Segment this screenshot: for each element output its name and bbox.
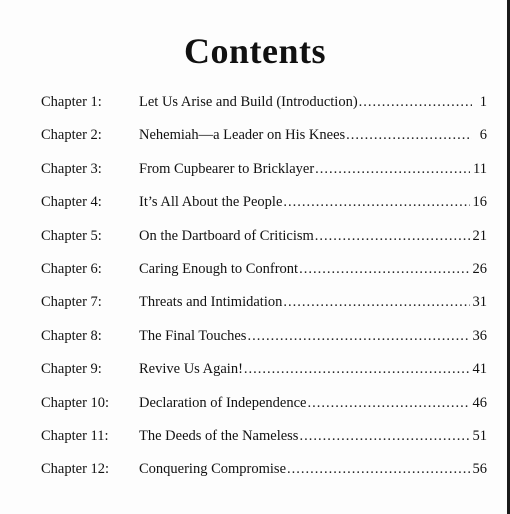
- toc-entry: [139, 254, 487, 284]
- chapter-title: Let Us Arise and Build (Introduction): [139, 94, 358, 110]
- dot-leader: [299, 421, 469, 451]
- chapter-label: Chapter 3:: [41, 160, 102, 177]
- chapter-title: Caring Enough to Confront: [139, 261, 299, 277]
- page-number: 36: [472, 327, 487, 344]
- page-number: 51: [472, 428, 487, 444]
- dot-leader: [299, 254, 469, 284]
- dot-leader: [283, 187, 469, 217]
- chapter-title: Declaration of Independence: [139, 394, 307, 411]
- page-number: 6: [479, 127, 487, 144]
- toc-row: [0, 454, 510, 484]
- toc-entry: [139, 154, 487, 184]
- chapter-label: Chapter 9:: [41, 361, 102, 378]
- dot-leader: [283, 287, 469, 317]
- chapter-label: Chapter 5:: [41, 227, 102, 244]
- toc-row: [0, 154, 510, 184]
- chapter-title: It’s All About the People: [139, 194, 283, 211]
- toc-row: [0, 321, 510, 351]
- page-number: 16: [472, 194, 487, 211]
- chapter-label: Chapter 11:: [41, 428, 109, 444]
- toc-entry: [139, 287, 487, 317]
- chapter-title: Threats and Intimidation: [139, 294, 283, 311]
- page-number: 41: [472, 361, 487, 378]
- chapter-title: On the Dartboard of Criticism: [139, 227, 314, 244]
- chapter-label: Chapter 6:: [41, 261, 102, 277]
- chapter-title: From Cupbearer to Bricklayer: [139, 160, 315, 177]
- dot-leader: [244, 354, 470, 384]
- chapter-label: Chapter 2:: [41, 127, 102, 144]
- toc-row: [0, 187, 510, 217]
- toc-entry: [139, 388, 487, 418]
- toc-row: [0, 354, 510, 384]
- chapter-label: Chapter 12:: [41, 461, 110, 478]
- dot-leader: [247, 321, 469, 351]
- page-number: 56: [472, 461, 487, 478]
- chapter-label: Chapter 1:: [41, 94, 102, 110]
- toc-entry: [139, 321, 487, 351]
- toc-entry: [139, 421, 487, 451]
- page-title: Contents: [183, 31, 326, 71]
- page-number: 46: [472, 394, 487, 411]
- page-number: 11: [473, 160, 487, 177]
- toc-row: [0, 388, 510, 418]
- dot-leader: [315, 154, 470, 184]
- dot-leader: [315, 221, 470, 251]
- chapter-title: The Final Touches: [139, 327, 247, 344]
- page-number: 26: [472, 261, 487, 277]
- chapter-title: Nehemiah—a Leader on His Knees: [139, 127, 346, 144]
- chapter-label: Chapter 10:: [41, 394, 110, 411]
- dot-leader: [307, 388, 469, 418]
- toc-row: [0, 221, 510, 251]
- dot-leader: [346, 120, 472, 150]
- dot-leader: [287, 454, 469, 484]
- toc-entry: [139, 120, 487, 150]
- toc-entry: [139, 221, 487, 251]
- toc-row: [0, 421, 510, 451]
- toc-entry: [139, 454, 487, 484]
- toc-row: [0, 87, 510, 117]
- toc-entry: [139, 187, 487, 217]
- page-number: 31: [472, 294, 487, 311]
- chapter-label: Chapter 4:: [41, 194, 102, 211]
- page-number: 21: [472, 227, 487, 244]
- chapter-title: Conquering Compromise: [139, 461, 287, 478]
- page-number: 1: [479, 94, 487, 110]
- chapter-label: Chapter 7:: [41, 294, 102, 311]
- toc-row: [0, 254, 510, 284]
- toc-entry: [139, 354, 487, 384]
- toc-entry: [139, 87, 487, 117]
- toc-row: [0, 287, 510, 317]
- chapter-title: The Deeds of the Nameless: [139, 428, 299, 444]
- chapter-label: Chapter 8:: [41, 327, 102, 344]
- chapter-title: Revive Us Again!: [139, 361, 243, 378]
- toc-row: [0, 120, 510, 150]
- dot-leader: [359, 87, 472, 117]
